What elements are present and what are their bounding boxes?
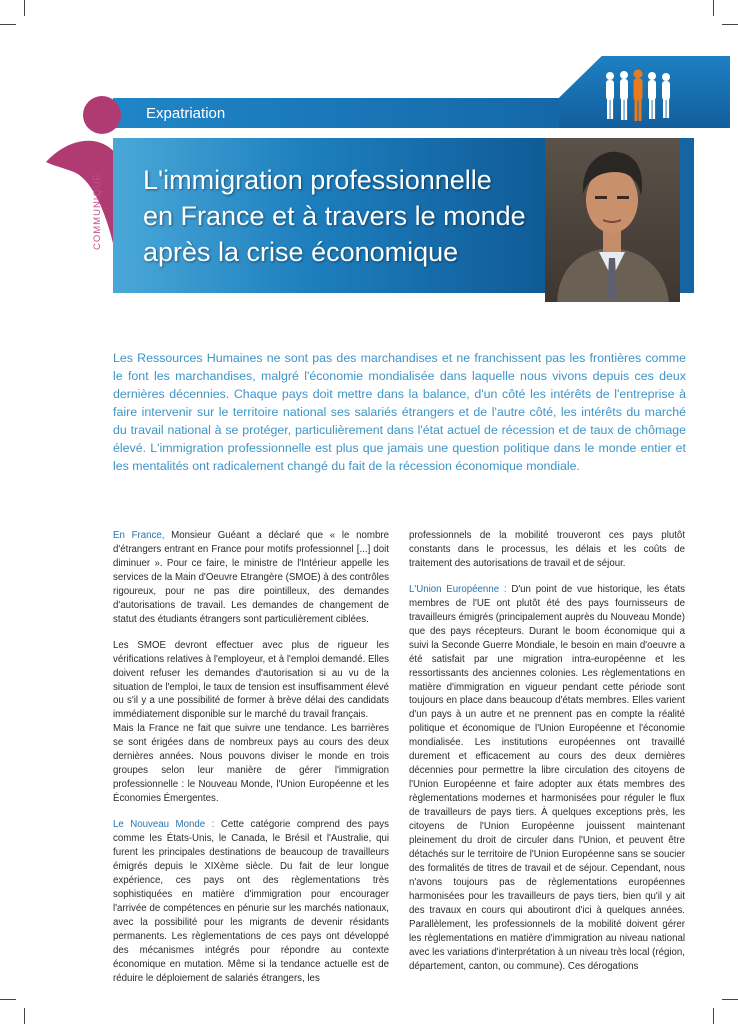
paragraph-text: Monsieur Guéant a déclaré que « le nombre d'étrangers entrant en France pour motifs professionnel [...] doit diminuer ». Pour ce faire, le ministre de l'Intérieur appelle les services de la Main d'Oeuvre Etrangère (SMOE) à des contrôles rigoureux, pour ne pas dire pointilleux, des demandes d'autorisations de travail. Les demandes de changement de statut des étudiants étrangers sont particulièrement ciblées. [113,530,389,625]
paragraph-text: D'un point de vue historique, les états membres de l'UE ont plutôt été des pays fournisseurs de travailleurs émigrés (principalement auprès du Nouveau Monde) que des pays récepteurs. Durant le boom économique qui a suivi la Seconde Guerre Mondiale, le besoin en main d'oeuvre a été satisfait par une migration intra-européenne et les ressortissants des anciennes colonies. Les règlementations en matière d'immigration en vigueur pendant cette période sont toujours en place dans beaucoup d'états membres. Elles varient d'un pays à un autre et ne prennent pas en compte la réalité politique et économique de l'Union Européenne et l'économie mondialisée. Les institutions européennes ont travaillé durement et efficacement au cours des deux dernières décennies pour permettre la libre circulation des citoyens de l'Union Européenne et faire adopter aux états membres des règlementations modernes et harmonisées pour réguler le flux de travailleurs de pays tiers. À quelques exceptions près, les citoyens de l'Union Européenne jouissent maintenant pleinement du droit de circuler dans l'Union, et peuvent être détachés sur le territoire de l'Union Européenne sans se soucier des formalités de titres de travail et de séjour. Cependant, nous n'avons toujours pas de règlementations européennes harmonisées pour les travailleurs de pays tiers, bien qu'il y ait des travaux en cours qui aboutiront d'ici à quelques années. Parallèlement, les professionnels de la mobilité doivent gérer les règlementations en matière d'immigration au niveau national avec les variations d'interprétation à un niveau très local (région, département, canton, ou commune). Ces dérogations [409,583,685,972]
communique-label: COMMUNIQUÉ [92,172,103,250]
crop-mark [722,999,738,1000]
people-logo-icon [600,68,680,126]
paragraph [113,529,389,627]
page-title [143,162,543,270]
paragraph: Les SMOE devront effectuer avec plus de rigueur les vérifications relatives à l'employeur, et à l'emploi demandé. Elles doivent refuser les demandes d'autorisation si au vu de la situation de l'emploi, le taux de tension est insuffisamment élevé ou s'il y a une possibilité de former à brève délai des candidats immédiatement disponible sur le marché du travail français. [113,639,389,721]
person-motif-icon [44,94,124,284]
title-line: L'immigration professionnelle [143,165,492,195]
intro-paragraph: Les Ressources Humaines ne sont pas des marchandises et ne franchissent pas les frontières comme le font les marchandises, malgré l'économie mondialisée dans laquelle nous vivons depuis ces deux dernières décennies. Chaque pays doit mettre dans la balance, d'un côté les intérêts de l'entreprise à faire intervenir sur le territoire national ses salariés étrangers et de l'autre côté, les intérêts du marché du travail national à se protéger, particulièrement dans l'état actuel de récession et de taux de chômage élevé. L'immigration professionnelle est plus que jamais une question politique dans le monde entier et les mentalités ont radicalement changé du fait de la récession économique mondiale. [113,351,686,473]
body-column-right [409,529,685,986]
paragraph-text: Cette catégorie comprend des pays comme les États-Unis, le Canada, le Brésil et l'Australie, qui furent les principales destinations de beaucoup de travailleurs émigrés depuis le XIXème siècle. Du fait de leur longue expérience, ces pays ont des règlementations très sophistiquées en matière d'immigration pour encourager l'arrivée de compétences en pénurie sur les marchés nationaux, avec la possibilité pour les migrants de devenir résidants permanents. Les règlementations de ces pays ont développé des mécanismes intégrés pour répondre au contexte économique en mutation. Même si la tendance actuelle est de réduire le déploiement de salariés étrangers, les [113,819,389,984]
paragraph [113,818,389,985]
paragraph [409,583,685,974]
section-label: Expatriation [146,105,226,122]
paragraph: professionnels de la mobilité trouveront ces pays plutôt constants dans le processus, les délais et les coûts de traitement des autorisations de travail et de séjour. [409,530,685,569]
title-box-edge [680,138,694,293]
portrait-photo [545,138,680,302]
crop-mark [713,0,714,16]
crop-mark [713,1008,714,1024]
paragraph-lead: Le Nouveau Monde : [113,819,215,831]
crop-mark [0,24,16,25]
paragraph-lead: En France, [113,530,165,541]
crop-mark [24,1008,25,1024]
portrait-figure [545,138,680,302]
title-line: après la crise économique [143,237,459,267]
crop-mark [722,24,738,25]
crop-mark [0,999,16,1000]
paragraph: Mais la France ne fait que suivre une tendance. Les barrières se sont érigées dans de nombreux pays au cours des deux dernières années. Nous pouvons diviser le monde en trois groupes selon leur manière de gérer l'immigration professionnelle : le Nouveau Monde, l'Union Européenne et les Économies Émergentes. [113,723,389,805]
crop-mark [24,0,25,16]
body-column-left [113,529,389,998]
paragraph-lead: L'Union Européenne : [409,583,507,595]
title-line: en France et à travers le monde [143,201,526,231]
